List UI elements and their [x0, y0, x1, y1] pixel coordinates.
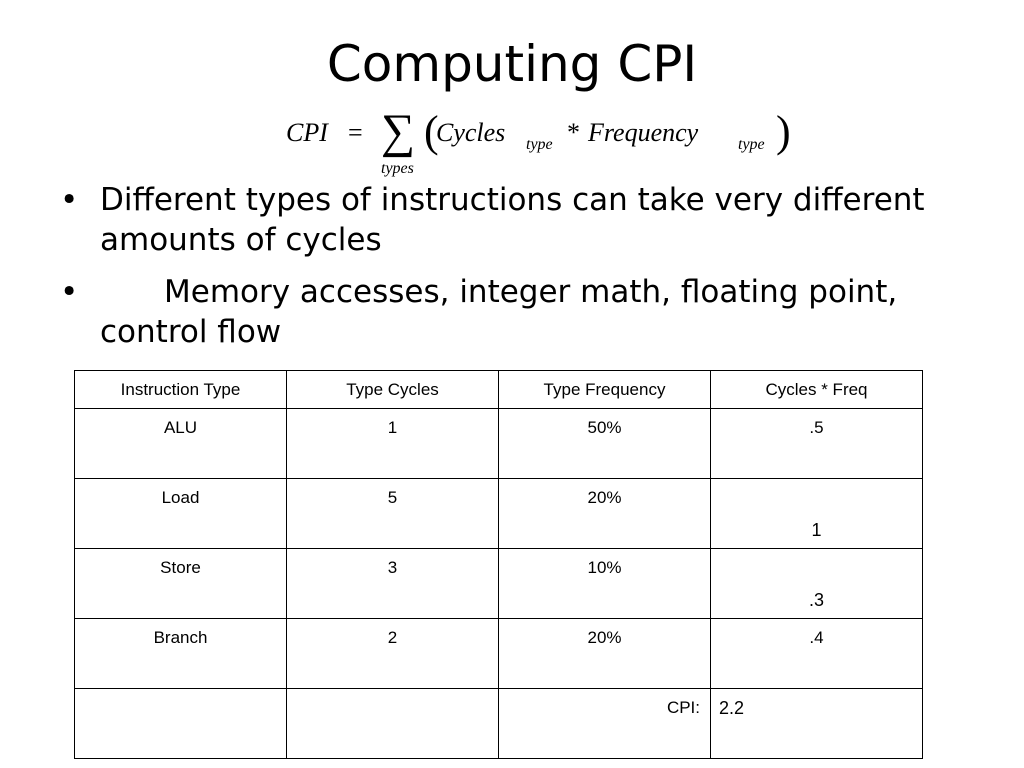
formula-sum: [381, 105, 425, 182]
cell-type: Branch: [75, 619, 287, 689]
cell-product: .4: [711, 619, 923, 689]
formula-left-paren: (: [424, 107, 439, 156]
cell-cycles: 2: [287, 619, 499, 689]
cell-type: Store: [75, 549, 287, 619]
bullet-list: [60, 180, 940, 364]
slide-title: Computing CPI: [326, 35, 698, 93]
cpi-table: [74, 370, 923, 759]
cpi-total-label: CPI:: [499, 689, 711, 759]
cell-cycles: 3: [287, 549, 499, 619]
formula-term-cycles: Cycles: [436, 118, 506, 147]
header-type-cycles: Type Cycles: [287, 371, 499, 409]
cell-frequency: 20%: [499, 619, 711, 689]
bullet-item: [60, 272, 940, 352]
table-row: [75, 619, 923, 689]
header-cycles-freq: Cycles * Freq: [711, 371, 923, 409]
table-total-row: [75, 689, 923, 759]
formula-term-frequency: Frequency: [588, 118, 699, 147]
cell-cycles: 1: [287, 409, 499, 479]
table-row: [75, 409, 923, 479]
bullet-marker: •: [60, 274, 79, 310]
cell-frequency: 10%: [499, 549, 711, 619]
cpi-total-value: 2.2: [711, 689, 923, 759]
bullet-text: Memory accesses, integer math, floating point, control flow: [100, 274, 898, 350]
cell-frequency: 50%: [499, 409, 711, 479]
cell-type: Load: [75, 479, 287, 549]
formula-frequency-subscript: type: [738, 136, 765, 153]
bullet-marker: •: [60, 182, 79, 218]
cell-product: .5: [711, 409, 923, 479]
header-type-frequency: Type Frequency: [499, 371, 711, 409]
formula-right-paren: ): [776, 107, 791, 156]
cell-cycles: 5: [287, 479, 499, 549]
table-header-row: [75, 371, 923, 409]
sum-subscript: types: [381, 160, 414, 177]
formula-operator: *: [567, 118, 580, 147]
table-row: [75, 549, 923, 619]
header-instruction-type: Instruction Type: [75, 371, 287, 409]
cpi-table-wrapper: [74, 370, 923, 759]
formula-equals: =: [348, 118, 363, 147]
cell-frequency: 20%: [499, 479, 711, 549]
cell-type: ALU: [75, 409, 287, 479]
cell-product: 1: [711, 479, 923, 549]
formula-lhs: CPI: [286, 118, 328, 147]
cell-product: .3: [711, 549, 923, 619]
formula-cycles-subscript: type: [526, 136, 553, 153]
bullet-item: [60, 180, 940, 260]
table-row: [75, 479, 923, 549]
cell-empty: [287, 689, 499, 759]
bullet-text: Different types of instructions can take very different amounts of cycles: [100, 182, 925, 258]
sum-symbol: ∑: [381, 105, 416, 158]
cell-empty: [75, 689, 287, 759]
